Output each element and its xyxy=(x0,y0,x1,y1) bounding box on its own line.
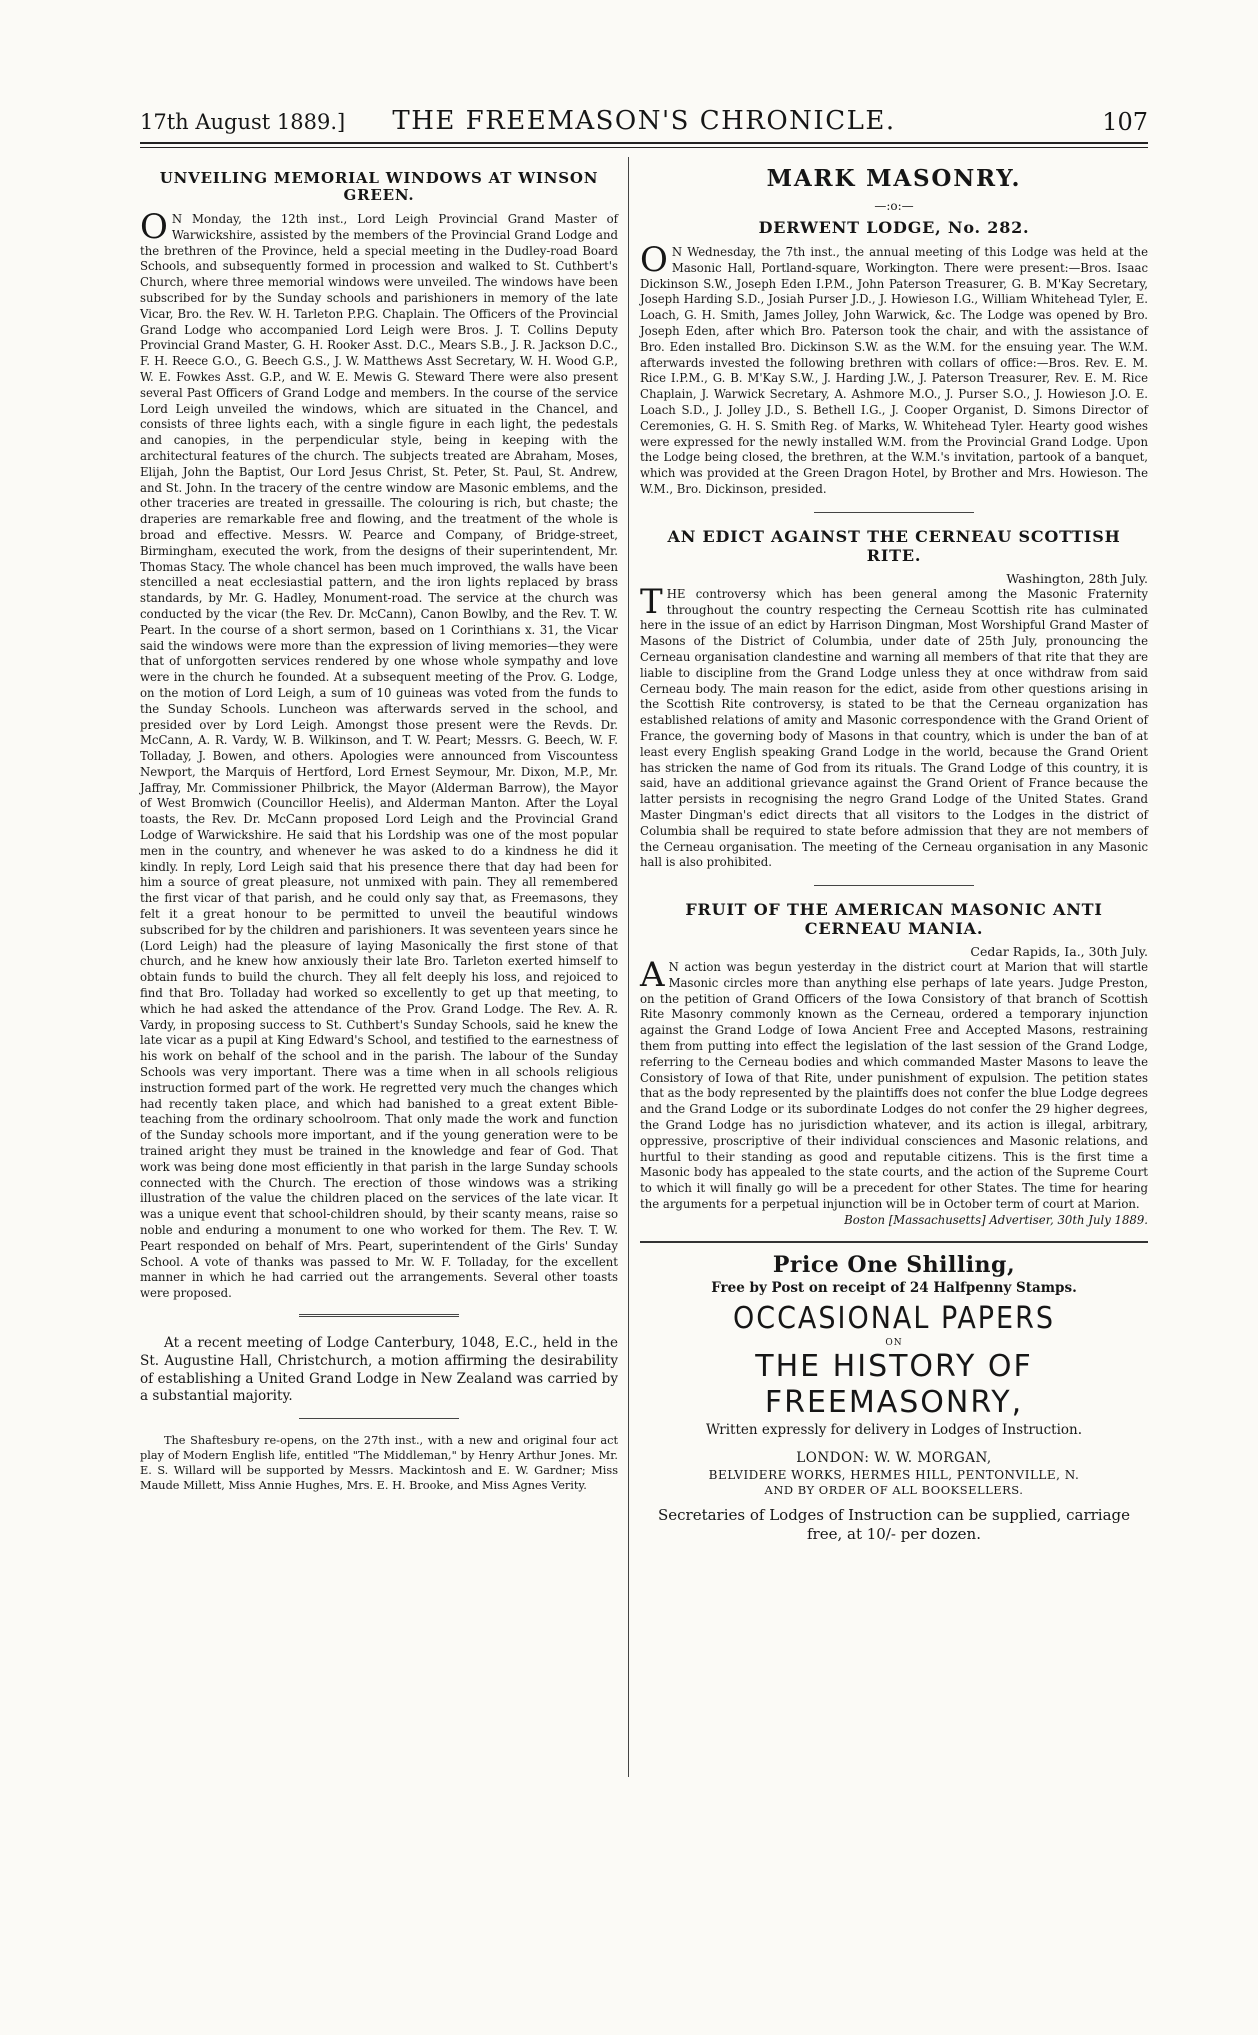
column-divider xyxy=(628,157,629,1777)
dateline: Washington, 28th July. xyxy=(1006,570,1148,586)
article-text: N Monday, the 12th inst., Lord Leigh Provincial Grand Master of Warwickshire, assisted by the members of the Provincial Grand Lodge and the brethren of the Province, held a special meeting in the Dudley-road Board Schools, and subsequently formed in procession and walked to St. Cuthbert's Church, where three memorial windows were unveiled. The windows have been subscribed for by the Sunday schools and parishioners in memory of the late Vicar, Bro. the Rev. W. H. Tarleton P.P.G. Chaplain. The Officers of the Provincial Grand Lodge who accompanied Lord Leigh were Bros. J. T. Collins Deputy Provincial Grand Master, G. H. Rooker Asst. D.C., Mears S.B., J. R. Jackson D.C., F. H. Reece G.O., G. Beech G.S., J. W. Matthews Asst Secretary, W. H. Wood G.P., W. E. Fowkes Asst. G.P., and W. E. Mewis G. Steward There were also present several Past Officers of Grand Lodge and members. In the course of the service Lord Leigh unveiled the windows, which are situated in the Chancel, and consists of three lights each, with a single figure in each light, the pedestals and canopies, in the perpendicular style, being in keeping with the architectural features of the church. The subjects treated are Abraham, Moses, Elijah, John the Baptist, Our Lord Jesus Christ, St. Peter, St. Paul, St. Andrew, and St. John. In the tracery of the centre window are Masonic emblems, and the other traceries are treated in gressaille. The colouring is rich, but chaste; the draperies are remarkable free and flowing, and the treatment of the whole is broad and effective. Messrs. W. Pearce and Company, of Bridge-street, Birmingham, executed the work, from the designs of their superintendent, Mr. Thomas Stacy. The whole chancel has been much improved, the walls have been stencilled a neat ecclesiastial pattern, and the iron lights replaced by brass standards, by Mr. G. Hadley, Monument-road. The service at the church was conducted by the vicar (the Rev. Dr. McCann), Canon Bowlby, and the Rev. T. W. Peart. In the course of a short sermon, based on 1 Corinthians x. 31, the Vicar said the windows were more than the expression of living memories—they were that of unforgotten services rendered by one whose whole sympathy and love were in the church he founded. At a subsequent meeting of the Prov. G. Lodge, on the motion of Lord Leigh, a sum of 10 guineas was voted from the funds to the Sunday Schools. Luncheon was afterwards served in the school, and presided over by Lord Leigh. Amongst those present were the Revds. Dr. McCann, A. R. Vardy, W. B. Wilkinson, and T. W. Peart; Messrs. G. Beech, W. F. Tolladay, J. Bowen, and others. Apologies were announced from Viscountess Newport, the Marquis of Hertford, Lord Ernest Seymour, Mr. Dixon, M.P., Mr. Jaffray, Mr. Commissioner Philbrick, the Mayor (Alderman Barrow), the Mayor of West Bromwich (Councillor Heelis), and Alderman Manton. After the Loyal toasts, the Rev. Dr. McCann proposed Lord Leigh and the Provincial Grand Lodge of Warwickshire. He said that his Lordship was one of the most popular men in the country, and whenever he was asked to do a kindness he did it kindly. In reply, Lord Leigh said that his presence there that day had been for him a source of great pleasure, not unmixed with pain. They all remembered the first vicar of that parish, and he could only say that, as Freemasons, they felt it a great honour to be permitted to unveil the beautiful windows subscribed for by the children and parishioners. It was seventeen years since he (Lord Leigh) had the pleasure of laying Masonically the first stone of that church, and he knew how anxiously their late Bro. Tarleton exerted himself to obtain funds to build the church. They all felt deeply his loss, and rejoiced to find that Bro. Tolladay had worked so excellently to get up that meeting, to which he had asked the attendance of the Prov. Grand Lodge. The Rev. A. R. Vardy, in proposing success to St. Cuthbert's Sunday Schools, said he knew the late vicar as a pupil at King Edward's School, and testified to the earnestness of his work on behalf of the school and in the parish. The labour of the Sunday Schools was very important. There was a time when in all schools religious instruction formed part of the work. He regretted very much the changes which had recently taken place, and which had banished to a great extent Bible-teaching from the ordinary schoolroom. That only made the work and function of the Sunday schools more important, and if the young generation were to be trained aright they must be trained in the knowledge and fear of God. That work was being done most efficiently in that parish in the large Sunday schools connected with the Church. The erection of those windows was a striking illustration of the value the children placed on the services of the late vicar. It was a unique event that school-children should, by their scanty means, raise so noble and enduring a monument to one who worked for them. The Rev. T. W. Peart responded on behalf of Mrs. Peart, superintendent of the Girls' Sunday School. A vote of thanks was passed to Mr. W. F. Tolladay, for the excellent manner in which he had carried out the arrangements. Several other toasts were proposed. xyxy=(140,212,618,1301)
article-body-fruit-cerneau-mania xyxy=(640,955,1148,1213)
ad-description: Written expressly for delivery in Lodges of Instruction. xyxy=(705,1421,1083,1438)
article-title-fruit-cerneau-mania: FRUIT OF THE AMERICAN MASONIC ANTI CERNEAU MANIA. xyxy=(685,900,1103,939)
news-item-shaftesbury: The Shaftesbury re-opens, on the 27th inst., with a new and original four act play of Modern English life, entitled "The Middleman," by Henry Arthur Jones. Mr. E. S. Willard will be supported by Messrs. Mackintosh and E. W. Gardner; Miss Maude Millett, Miss Annie Hughes, Mrs. E. H. Brooke, and Miss Agnes Verity. xyxy=(140,1434,618,1493)
ornament-separator: —:o:— xyxy=(874,199,914,213)
ad-secretaries-note: Secretaries of Lodges of Instruction can be supplied, carriage free, at 10/- per dozen. xyxy=(657,1505,1131,1543)
advertisement-rule xyxy=(640,1241,1148,1243)
article-body-derwent-lodge xyxy=(640,240,1148,498)
masthead-title: THE FREEMASON'S CHRONICLE. xyxy=(392,106,896,136)
section-rule xyxy=(814,885,974,886)
drop-cap: O xyxy=(140,207,168,247)
section-rule xyxy=(299,1418,459,1419)
ad-booksellers: AND BY ORDER OF ALL BOOKSELLERS. xyxy=(764,1482,1024,1497)
drop-cap: T xyxy=(640,581,663,622)
article-title-cerneau-edict: AN EDICT AGAINST THE CERNEAU SCOTTISH RITE. xyxy=(667,526,1121,565)
header-date: 17th August 1889.] xyxy=(140,110,346,134)
section-rule xyxy=(814,512,974,513)
article-body-cerneau-edict xyxy=(640,581,1148,871)
ad-post-notice: Free by Post on receipt of 24 Halfpenny Stamps. xyxy=(711,1279,1077,1296)
ad-price: Price One Shilling, xyxy=(772,1251,1016,1278)
article-title-derwent-lodge: DERWENT LODGE, No. 282. xyxy=(758,218,1030,237)
page-header xyxy=(140,104,1148,144)
right-column xyxy=(640,165,1148,1544)
article-text: N Wednesday, the 7th inst., the annual meeting of this Lodge was held at the Masonic Hall, Portland-square, Workington. There were present:—Bros. Isaac Dickinson S.W., Joseph Eden I.P.M., John Paterson Treasurer, G. B. M'Kay Secretary, Joseph Harding S.D., Josiah Purser J.D., J. Howieson I.G., William Whitehead Tyler, E. Loach, G. H. Smith, James Jolley, John Warwick, &c. The Lodge was opened by Bro. Joseph Eden, after which Bro. Paterson took the chair, and with the assistance of Bro. Eden installed Bro. Dickinson S.W. as the W.M. for the ensuing year. The W.M. afterwards invested the following brethren with collars of office:—Bros. Rev. E. M. Rice I.P.M., G. B. M'Kay S.W., J. Harding J.W., J. Paterson Treasurer, Rev. E. M. Rice Chaplain, J. Warwick Secretary, A. Ashmore M.O., J. Purser S.O., J. Howieson J.O. E. Loach S.D., J. Jolley J.D., S. Bethell I.G., J. Cooper Organist, D. Simons Director of Ceremonies, G. H. S. Smith Reg. of Marks, W. Whitehead Tyler. Hearty good wishes were expressed for the newly installed W.M. from the Provincial Grand Lodge. Upon the Lodge being closed, the brethren, at the W.M.'s invitation, partook of a banquet, which was provided at the Green Dragon Hotel, by Brother and Mrs. Howieson. The W.M., Bro. Dickinson, presided. xyxy=(640,245,1148,496)
ad-title: OCCASIONAL PAPERS xyxy=(732,1300,1055,1336)
article-title-memorial-windows: UNVEILING MEMORIAL WINDOWS AT WINSON GREEN. xyxy=(159,169,599,204)
section-title-mark-masonry: MARK MASONRY. xyxy=(766,165,1022,192)
news-item-canterbury: At a recent meeting of Lodge Canterbury, 1048, E.C., held in the St. Augustine Hall, Christchurch, a motion affirming the desirability of establishing a United Grand Lodge in New Zealand was carried by a substantial majority. xyxy=(140,1334,618,1405)
advertisement xyxy=(640,1251,1148,1544)
ad-title-history: THE HISTORY OF FREEMASONRY, xyxy=(755,1348,1033,1420)
ad-on: ON xyxy=(885,1337,903,1348)
drop-cap: A xyxy=(640,955,665,996)
left-column xyxy=(140,170,618,1493)
drop-cap: O xyxy=(640,240,668,280)
article-text: HE controversy which has been general among the Masonic Fraternity throughout the country respecting the Cerneau Scottish rite has culminated here in the issue of an edict by Harrison Dingman, Most Worshipful Grand Master of Masons of the District of Columbia, under date of 25th July, pronouncing the Cerneau organisation clandestine and warning all members of that rite that they are liable to discipline from the Grand Lodge unless they at once withdraw from said Cerneau body. The main reason for the edict, aside from other questions arising in the Scottish Rite controversy, is stated to be that the Cerneau organization has established relations of amity and Masonic correspondence with the Grand Orient of France, the governing body of Masons in that country, which is under the ban of at least every English speaking Grand Lodge in the world, because the Grand Orient has stricken the name of God from its rituals. The Grand Lodge of this country, it is said, have an additional grievance against the Grand Orient of France because the latter persists in recognising the negro Grand Lodge of the United States. Grand Master Dingman's edict directs that all visitors to the Lodges in the district of Columbia shall be required to state before admission that they are not members of the Cerneau organisation. The meeting of the Cerneau organisation in any Masonic hall is also prohibited. xyxy=(640,586,1148,870)
article-source: Boston [Massachusetts] Advertiser, 30th July 1889. xyxy=(844,1212,1148,1227)
dateline: Cedar Rapids, Ia., 30th July. xyxy=(970,944,1148,960)
ad-address: BELVIDERE WORKS, HERMES HILL, PENTONVILLE, N. xyxy=(708,1467,1080,1482)
header-rule xyxy=(140,142,1148,144)
article-text: N action was begun yesterday in the district court at Marion that will startle Masonic circles more than anything else perhaps of late years. Judge Preston, on the petition of Grand Officers of the Iowa Consistory of that branch of Scottish Rite Masonry commonly known as the Cerneau, ordered a temporary injunction against the Grand Lodge of Iowa Ancient Free and Accepted Masons, restraining them from putting into effect the legislation of the last session of the Grand Lodge, referring to the Cerneau bodies and which commanded Master Masons to leave the Consistory of Iowa of that Rite, under punishment of expulsion. The petition states that as the body represented by the plaintiffs does not confer the blue Lodge degrees and the Grand Lodge or its subordinate Lodges do not confer the 29 higher degrees, the Grand Lodge has no jurisdiction whatever, and its action is illegal, arbitrary, oppressive, proscriptive of their individual consciences and Masonic relations, and hurtful to their standing as good and reputable citizens. This is the first time a Masonic body has appealed to the state courts, and the action of the Supreme Court to which it will finally go will be a precedent for other States. The time for hearing the arguments for a perpetual injunction will be in October term of court at Marion. xyxy=(640,960,1148,1212)
header-rule-thin xyxy=(140,147,1148,148)
section-rule xyxy=(299,1314,459,1317)
page-number: 107 xyxy=(1102,108,1148,136)
article-body-memorial-windows xyxy=(140,207,618,1302)
ad-publisher: LONDON: W. W. MORGAN, xyxy=(796,1449,992,1466)
